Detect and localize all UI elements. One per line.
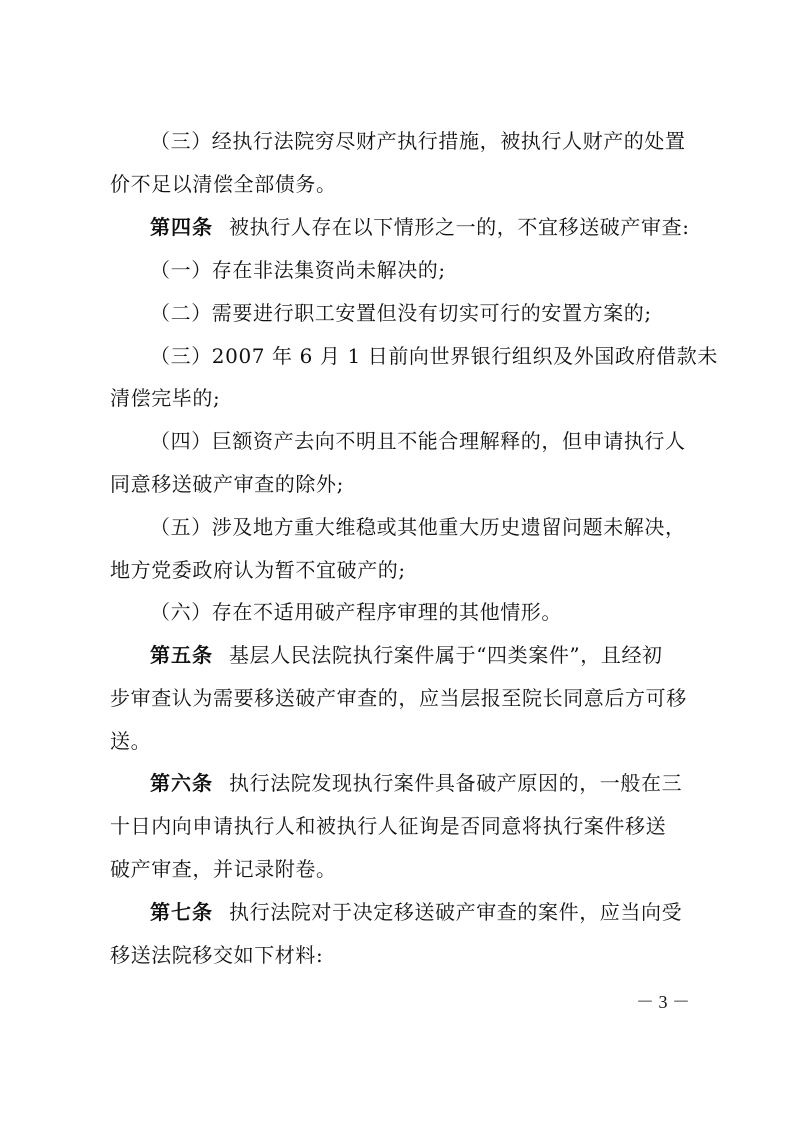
text-line: 地方党委政府认为暂不宜破产的; xyxy=(110,558,406,582)
text-line: （六）存在不适用破产程序审理的其他情形。 xyxy=(150,600,562,624)
text-line: 基层人民法院执行案件属于“四类案件”，且经初 xyxy=(229,643,663,667)
article-6-heading: 第六条 xyxy=(150,771,213,795)
text-line: 执行法院对于决定移送破产审查的案件，应当向受 xyxy=(229,900,683,924)
article-4-paragraph xyxy=(150,213,750,241)
article-5-paragraph xyxy=(150,641,750,669)
text-line: （三）2007 年 6 月 1 日前向世界银行组织及外国政府借款未 xyxy=(150,344,718,368)
text-line: 被执行人存在以下情形之一的，不宜移送破产审查: xyxy=(229,215,690,239)
text-line: 同意移送破产审查的除外; xyxy=(110,472,344,496)
page-number: － 3 － xyxy=(636,992,690,1012)
text-line: （四）巨额资产去向不明且不能合理解释的，但申请执行人 xyxy=(150,429,686,453)
article-7-heading: 第七条 xyxy=(150,900,213,924)
text-line: 十日内向申请执行人和被执行人征询是否同意将执行案件移送 xyxy=(110,814,667,838)
text-line: 破产审查，并记录附卷。 xyxy=(110,857,337,881)
text-line: （二）需要进行职工安置但没有切实可行的安置方案的; xyxy=(150,301,652,325)
text-line: 价不足以清偿全部债务。 xyxy=(110,172,337,196)
text-line: 执行法院发现执行案件具备破产原因的，一般在三 xyxy=(229,771,683,795)
text-line: 清偿完毕的; xyxy=(110,386,221,410)
article-7-paragraph xyxy=(150,898,750,926)
text-line: （一）存在非法集资尚未解决的; xyxy=(150,258,446,282)
article-4-heading: 第四条 xyxy=(150,215,213,239)
text-line: 移送法院移交如下材料: xyxy=(110,943,324,967)
article-6-paragraph xyxy=(150,769,750,797)
text-line: （三）经执行法院穷尽财产执行措施，被执行人财产的处置 xyxy=(150,129,686,153)
text-line: 送。 xyxy=(110,729,152,753)
text-line: 步审查认为需要移送破产审查的，应当层报至院长同意后方可移 xyxy=(110,686,687,710)
article-5-heading: 第五条 xyxy=(150,643,213,667)
text-line: （五）涉及地方重大维稳或其他重大历史遗留问题未解决， xyxy=(150,515,686,539)
